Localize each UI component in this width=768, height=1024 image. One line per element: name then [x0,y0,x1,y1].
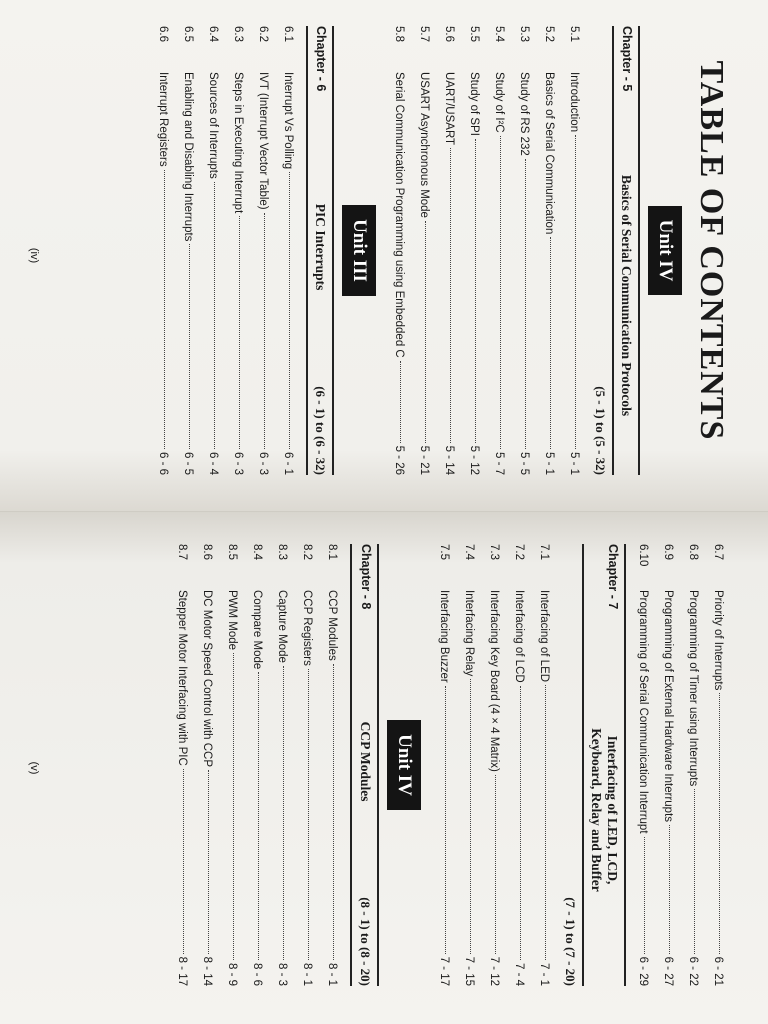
toc-entry[interactable] [561,26,586,475]
toc-entry[interactable] [275,26,300,475]
entry-title: Interfacing Key Board (4 × 4 Matrix) [487,590,500,772]
chapter-5-heading [612,26,640,475]
entry-page: 6 - 22 [687,956,699,986]
toc-entry[interactable] [436,26,461,475]
entry-title: DC Motor Speed Control with CCP [201,590,214,768]
entry-page: 6 - 3 [257,451,269,475]
entry-title: Introduction [568,72,580,133]
entry-number: 8.7 [176,544,189,560]
entry-title: Interrupt Registers [157,72,169,167]
toc-entry[interactable] [250,26,275,475]
entry-title: Interfacing of LED [537,590,550,683]
entry-number: 8.5 [226,544,239,560]
entry-number: 5.6 [443,26,455,42]
entry-page: 6 - 1 [282,451,294,475]
entry-number: 6.4 [207,26,219,42]
entry-page: 7 - 15 [462,956,475,986]
entry-title: Interfacing Relay [462,590,475,677]
entry-page: 8 - 17 [176,956,189,986]
toc-entry[interactable] [456,544,481,986]
toc-entry[interactable] [531,544,556,986]
entry-number: 6.10 [637,544,649,567]
dot-leader [545,685,546,960]
entry-number: 8.2 [301,544,314,560]
toc-entry[interactable] [386,26,411,475]
toc-entry[interactable] [225,26,250,475]
dot-leader [500,136,501,449]
entry-title: Stepper Motor Interfacing with PIC [176,590,189,766]
dot-leader [400,361,401,443]
toc-entry[interactable] [150,26,175,475]
entry-title: Programming of External Hardware Interrupts [662,590,674,823]
entry-page: 8 - 6 [251,962,264,986]
dot-leader [289,172,290,449]
toc-entry[interactable] [294,544,319,986]
entry-number: 7.4 [462,544,475,560]
entry-page: 5 - 12 [468,445,480,475]
entry-number: 8.6 [201,544,214,560]
entry-page: 6 - 21 [712,956,724,986]
dot-leader [669,825,670,954]
entry-page: 8 - 1 [301,962,314,986]
dot-leader [644,837,645,954]
dot-leader [208,770,209,954]
dot-leader [189,244,190,449]
entry-number: 5.4 [493,26,505,42]
entry-number: 5.5 [468,26,480,42]
chapter-title-line-1: Interfacing of LED, LCD, [605,735,620,885]
toc-entry[interactable] [411,26,436,475]
entry-title: Interfacing Buzzer [437,590,450,683]
dot-leader [283,666,284,960]
page-folio: (v) [28,761,40,775]
entry-number: 6.3 [232,26,244,42]
entry-number: 6.9 [662,544,674,560]
entry-page: 5 - 26 [393,445,405,475]
toc-entry[interactable] [175,26,200,475]
entry-title: Study of RS 232 [518,72,530,156]
entry-title: Priority of Interrupts [712,590,724,691]
entry-title: USART Asynchronous Mode [418,72,430,218]
entry-title: Enabling and Disabling Interrupts [182,72,194,242]
dot-leader [450,148,451,443]
entry-page: 6 - 6 [157,451,169,475]
entry-title: IVT (Interrupt Vector Table) [257,72,269,210]
entry-page: 5 - 1 [543,451,555,475]
toc-entry[interactable] [269,544,294,986]
toc-entry[interactable] [481,544,506,986]
unit-iv-badge: Unit IV [387,720,421,810]
toc-entry[interactable] [486,26,511,475]
entry-title: Steps in Executing Interrupt [232,72,244,214]
entry-number: 7.5 [437,544,450,560]
entry-number: 7.2 [512,544,525,560]
right-page [0,512,768,1024]
entry-title: Study of I²C [493,72,505,133]
entry-page: 7 - 12 [487,956,500,986]
entry-title: Serial Communication Programming using Embedded C [393,72,405,358]
entry-number: 6.1 [282,26,294,42]
chapter-8-entries [169,544,344,986]
toc-entry[interactable] [506,544,531,986]
entry-page: 8 - 9 [226,962,239,986]
entry-number: 5.8 [393,26,405,42]
entry-number: 5.3 [518,26,530,42]
dot-leader [258,672,259,960]
toc-entry[interactable] [461,26,486,475]
entry-number: 7.3 [487,544,500,560]
entry-title: Sources of Interrupts [207,72,219,179]
toc-entry[interactable] [319,544,344,986]
page-folio: (iv) [28,247,40,264]
dot-leader [445,686,446,954]
entry-number: 8.4 [251,544,264,560]
chapter-title: CCP Modules [357,721,373,802]
chapter-title [588,634,620,986]
entry-number: 6.7 [712,544,724,560]
chapter-6-continued-entries [630,544,730,986]
entry-title: Basics of Serial Communication [543,72,555,235]
dot-leader [475,139,476,443]
dot-leader [719,693,720,953]
entry-number: 6.6 [157,26,169,42]
entry-page: 8 - 14 [201,956,214,986]
dot-leader [495,775,496,954]
entry-page: 7 - 17 [437,956,450,986]
chapter-label: Chapter - 5 [620,26,634,92]
entry-page: 6 - 3 [232,451,244,475]
dot-leader [550,237,551,449]
entry-title: Interrupt Vs Polling [282,72,294,170]
entry-title: Interfacing of LCD [512,590,525,683]
entry-page: 6 - 29 [637,956,649,986]
page-title: TABLE OF CONTENTS [693,60,730,441]
toc-entry[interactable] [194,544,219,986]
entry-title: Programming of Serial Communication Interrupt [637,590,649,834]
entry-page: 8 - 1 [326,962,339,986]
entry-number: 8.1 [326,544,339,560]
entry-number: 8.3 [276,544,289,560]
entry-title: Study of SPI [468,72,480,136]
chapter-6-entries [150,26,300,475]
unit-iv-badge: Unit IV [648,206,682,296]
dot-leader [183,769,184,954]
entry-page: 7 - 4 [512,962,525,986]
toc-entry[interactable] [200,26,225,475]
dot-leader [308,669,309,960]
chapter-label: Chapter - 7 [606,544,620,610]
chapter-page-range: (7 - 1) to (7 - 20) [562,897,578,986]
chapter-5-entries [386,26,586,475]
entry-page: 5 - 7 [493,451,505,475]
dot-leader [694,789,695,953]
dot-leader [425,221,426,443]
dot-leader [470,679,471,953]
entry-title: Capture Mode [276,590,289,663]
dot-leader [525,159,526,449]
dot-leader [239,216,240,449]
dot-leader [233,653,234,960]
toc-entry[interactable] [630,544,655,986]
entry-page: 5 - 1 [568,451,580,475]
chapter-label: Chapter - 6 [314,26,328,92]
entry-page: 7 - 1 [537,962,550,986]
chapter-8-heading [350,544,378,986]
chapter-page-range: (6 - 1) to (6 - 32) [313,386,328,475]
toc-entry[interactable] [511,26,536,475]
dot-leader [264,213,265,449]
toc-entry[interactable] [705,544,730,986]
chapter-page-range: (5 - 1) to (5 - 32) [593,386,608,475]
chapter-title: PIC Interrupts [313,203,328,291]
entry-page: 6 - 4 [207,451,219,475]
entry-number: 6.8 [687,544,699,560]
entry-page: 8 - 3 [276,962,289,986]
entry-number: 6.5 [182,26,194,42]
unit-iii-badge: Unit III [342,205,376,296]
dot-leader [164,170,165,449]
entry-title: PWM Mode [226,590,239,651]
chapter-title-line-2: Keyboard, Relay and Buffer [588,728,604,892]
toc-entry[interactable] [536,26,561,475]
dot-leader [333,664,334,960]
toc-entry[interactable] [680,544,705,986]
entry-page: 6 - 27 [662,956,674,986]
chapter-label: Chapter - 8 [358,544,373,610]
chapter-6-heading [306,26,334,475]
entry-title: CCP Modules [326,590,339,661]
entry-number: 6.2 [257,26,269,42]
entry-page: 5 - 21 [418,445,430,475]
entry-title: Programming of Timer using Interrupts [687,590,699,787]
dot-leader [520,686,521,960]
chapter-7-entries [431,544,556,986]
entry-number: 7.1 [537,544,550,560]
toc-entry[interactable] [219,544,244,986]
dot-leader [575,135,576,449]
chapter-page-range: (8 - 1) to (8 - 20) [357,897,373,986]
toc-entry[interactable] [655,544,680,986]
toc-entry[interactable] [169,544,194,986]
entry-page: 5 - 5 [518,451,530,475]
toc-entry[interactable] [431,544,456,986]
entry-page: 6 - 5 [182,451,194,475]
entry-number: 5.2 [543,26,555,42]
chapter-7-heading [582,544,626,986]
entry-number: 5.7 [418,26,430,42]
dot-leader [214,182,215,449]
toc-entry[interactable] [244,544,269,986]
entry-title: CCP Registers [301,590,314,666]
chapter-title: Basics of Serial Communication Protocols [619,174,634,417]
entry-title: UART/USART [443,72,455,146]
entry-number: 5.1 [568,26,580,42]
entry-page: 5 - 14 [443,445,455,475]
entry-title: Compare Mode [251,590,264,670]
